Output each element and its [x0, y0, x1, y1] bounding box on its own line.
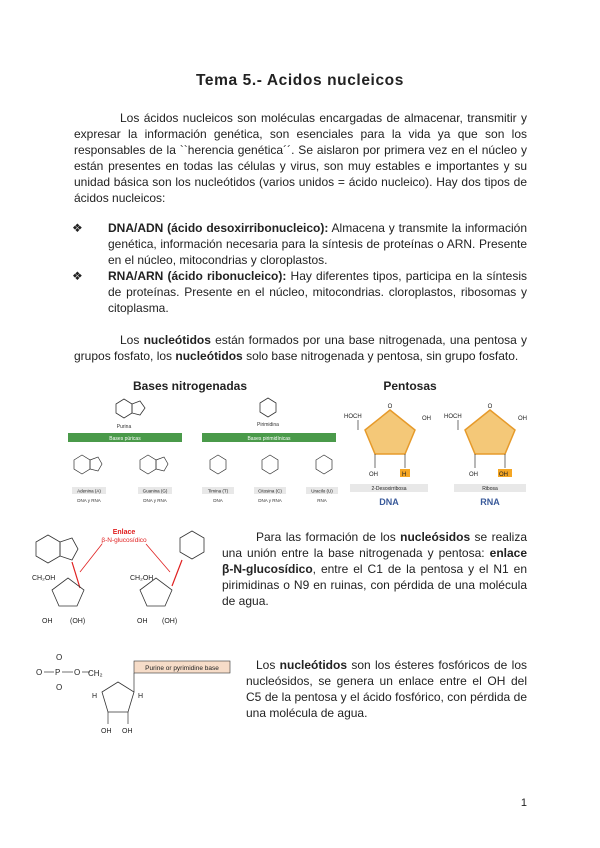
- ch2oh-label: CH₂OH: [32, 575, 56, 582]
- oh-paren-label: (OH): [70, 618, 86, 625]
- o-label: O: [74, 668, 81, 677]
- h-label: H: [402, 472, 407, 478]
- text-run: , entre el C1 de la pentosa y el N1 en pirimidinas o N9 en ruinas, con pérdida de una molécula de agua.: [222, 562, 527, 608]
- bullet-diamond-icon: ❖: [72, 269, 83, 283]
- pyrimidine-structure: [260, 398, 276, 417]
- deoxyribose-label: 2-Desoxirribosa: [371, 486, 407, 492]
- ribose-structure: [444, 404, 527, 507]
- page-title: Tema 5.- Acidos nucleicos: [196, 72, 404, 89]
- oh-label: OH: [137, 618, 148, 625]
- oh-label: OH: [369, 472, 378, 478]
- oh-label: OH: [42, 618, 53, 625]
- o-label: O: [36, 668, 43, 677]
- nucleosides-paragraph: [222, 529, 527, 609]
- term-nucleosidos: nucleósidos: [400, 530, 471, 544]
- hoch2-label: HOCH: [444, 414, 462, 420]
- base-name-timina: Timina (T): [207, 488, 229, 494]
- oh-paren-label: (OH): [162, 618, 178, 625]
- bullet-rna-text: Hay diferentes tipos, participa en la síntesis de proteínas. Presente en el núcleo, mitocondrias. cloroplastos, ribosomas y citoplasma.: [108, 269, 528, 315]
- base-name-adenina: Adenina (A): [77, 488, 101, 494]
- purine-base-structure: [36, 535, 78, 563]
- nucleotides-paragraph: [74, 332, 527, 364]
- term-nucleotidos: nucleótidos: [143, 333, 211, 347]
- deoxyribose-structure: [344, 404, 431, 507]
- oh-label: OH: [422, 416, 431, 422]
- bullet-dna: [72, 220, 527, 268]
- figure-nucleoside: [22, 520, 222, 640]
- oh-highlight-label: OH: [499, 472, 508, 478]
- rna-label: RNA: [480, 497, 500, 507]
- o-label: O: [56, 683, 63, 692]
- term-enlace: enlace β-N-glucosídico: [222, 546, 527, 576]
- pentose-left: [52, 578, 84, 606]
- text-run: están formados por una base nitrogenada, una pentosa y grupos fosfato, los: [74, 333, 527, 363]
- base-sub-timina: DNA: [213, 498, 223, 503]
- o-label: O: [56, 653, 63, 662]
- base-box-label: Purine or pyrimidine base: [145, 665, 219, 672]
- oh-label: OH: [518, 416, 527, 422]
- bullet-dna-text: Almacena y transmite la información genética, información necesaria para la síntesis de proteínas o ARN. Presente en el núcleo, mitocondrias y cloroplastos.: [108, 221, 527, 267]
- purine-bar-label: Bases púricas: [109, 436, 141, 442]
- pentoses-title: Pentosas: [383, 379, 437, 393]
- phosphorus-label: P: [55, 668, 61, 677]
- base-sub-uracilo: RNA: [317, 498, 327, 503]
- hoch2-label: HOCH: [344, 414, 362, 420]
- term-nucleotidos: nucleótidos: [279, 658, 348, 672]
- base-sub-guanina: DNA y RNA: [143, 498, 167, 503]
- h-label: H: [138, 693, 144, 700]
- h-label: H: [92, 693, 98, 700]
- oh-label: OH: [469, 472, 478, 478]
- pyrimidine-label: Pirimidina: [257, 422, 279, 428]
- text-run: Los: [120, 333, 144, 347]
- text-run: Para las formación de los: [256, 530, 401, 544]
- bullet-dna-term: DNA/ADN (ácido desoxirribonucleico):: [108, 221, 329, 235]
- esters-paragraph: [246, 657, 527, 721]
- bases-title: Bases nitrogenadas: [132, 379, 248, 393]
- pentose-right: [140, 578, 172, 606]
- text-run: solo base nitrogenada y pentosa, sin grupo fosfato.: [242, 349, 519, 363]
- pyrimidine-base-structure: [180, 531, 204, 559]
- base-molecules: [74, 455, 332, 474]
- ch2-label: CH₂: [88, 669, 103, 678]
- bullet-diamond-icon: ❖: [72, 221, 83, 235]
- figure-bases-pentoses: [60, 372, 540, 518]
- page-number: 1: [520, 797, 527, 809]
- base-sub-adenina: DNA y RNA: [77, 498, 101, 503]
- base-name-uracilo: Uracilo (U): [311, 488, 333, 494]
- text-run: se realiza una unión entre la base nitrogenada y pentosa:: [222, 530, 527, 560]
- oh-label: OH: [122, 728, 133, 735]
- intro-paragraph: Los ácidos nucleicos son moléculas encargadas de almacenar, transmitir y expresar la información genética, son esenciales para la vida ya que son los responsables de la ``herencia genética´´. Se aislaron por primera vez en el núcleo y están presentes en todas las células y virus, son muy estables e importantes y su unidad básica son los nucleótidos (varios unidos = ácido nucleico). Hay dos tipos de ácidos nucleicos:: [74, 111, 527, 205]
- base-name-guanina: Guanina (G): [142, 488, 168, 494]
- svg-text:O: O: [387, 404, 393, 410]
- base-labels: [72, 487, 338, 503]
- term-nucleotidos: nucleótidos: [175, 349, 243, 363]
- purine-label: Purina: [116, 424, 132, 430]
- ribose-label: Ribosa: [482, 486, 498, 492]
- enlace-title: Enlace: [112, 529, 136, 536]
- purine-structure: [116, 399, 145, 418]
- svg-text:O: O: [487, 404, 493, 410]
- ch2oh-label: CH₂OH: [130, 575, 154, 582]
- enlace-subtitle: β-N-glucosídico: [101, 537, 147, 544]
- pyrimidine-bar-label: Bases pirimidínicas: [247, 436, 291, 442]
- bullet-rna: [72, 268, 528, 316]
- base-sub-citosina: DNA y RNA: [258, 498, 282, 503]
- dna-label: DNA: [379, 497, 399, 507]
- base-name-citosina: Citosina (C): [258, 488, 282, 494]
- oh-label: OH: [101, 728, 112, 735]
- figure-nucleotide: [22, 652, 238, 736]
- bullet-rna-term: RNA/ARN (ácido ribonucleico):: [108, 269, 287, 283]
- text-run: Los: [256, 658, 280, 672]
- text-run: son los ésteres fosfóricos de los nucleósidos, se genera un enlace entre el OH del C5 de la pentosa y el ácido fosfórico, con pérdida de una molécula de agua.: [246, 658, 527, 720]
- nucleotide-pentose: [102, 682, 134, 712]
